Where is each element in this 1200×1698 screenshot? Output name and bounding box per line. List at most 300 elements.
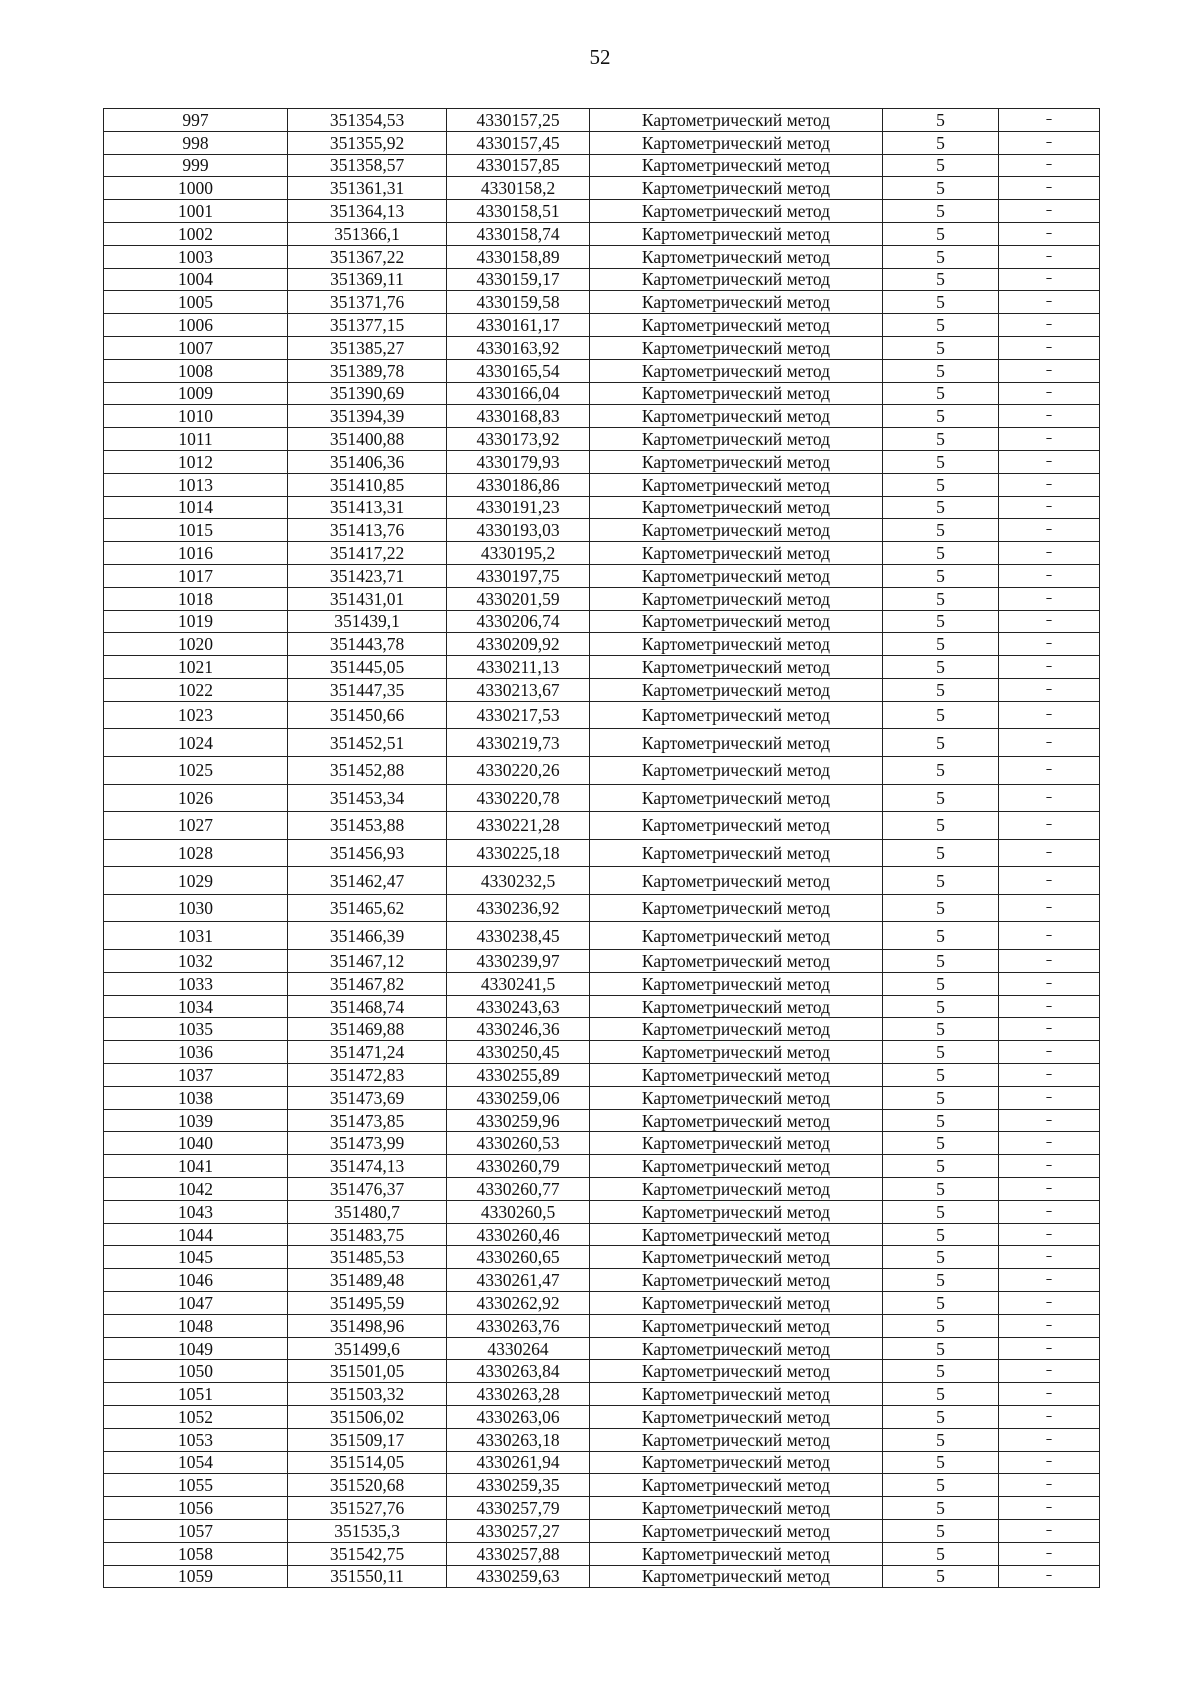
note-cell: –: [999, 428, 1100, 451]
y-coordinate-cell: 4330262,92: [447, 1292, 590, 1315]
method-cell: Картометрический метод: [590, 1497, 883, 1520]
y-coordinate-cell: 4330241,5: [447, 972, 590, 995]
point-number-cell: 997: [104, 109, 288, 132]
method-cell: Картометрический метод: [590, 1337, 883, 1360]
accuracy-cell: 5: [883, 1269, 999, 1292]
method-cell: Картометрический метод: [590, 1383, 883, 1406]
accuracy-cell: 5: [883, 1086, 999, 1109]
point-number-cell: 1058: [104, 1542, 288, 1565]
table-row: [104, 405, 1100, 428]
point-number-cell: 1011: [104, 428, 288, 451]
table-row: [104, 1337, 1100, 1360]
accuracy-cell: 5: [883, 1155, 999, 1178]
x-coordinate-cell: 351439,1: [288, 610, 447, 633]
method-cell: Картометрический метод: [590, 473, 883, 496]
x-coordinate-cell: 351503,32: [288, 1383, 447, 1406]
y-coordinate-cell: 4330165,54: [447, 359, 590, 382]
note-cell: –: [999, 701, 1100, 729]
point-number-cell: 1044: [104, 1223, 288, 1246]
note-cell: –: [999, 1497, 1100, 1520]
x-coordinate-cell: 351447,35: [288, 678, 447, 701]
accuracy-cell: 5: [883, 1246, 999, 1269]
point-number-cell: 1046: [104, 1269, 288, 1292]
x-coordinate-cell: 351473,99: [288, 1132, 447, 1155]
y-coordinate-cell: 4330159,58: [447, 291, 590, 314]
y-coordinate-cell: 4330263,76: [447, 1314, 590, 1337]
note-cell: –: [999, 756, 1100, 784]
note-cell: –: [999, 109, 1100, 132]
accuracy-cell: 5: [883, 656, 999, 679]
method-cell: Картометрический метод: [590, 268, 883, 291]
method-cell: Картометрический метод: [590, 972, 883, 995]
x-coordinate-cell: 351453,34: [288, 784, 447, 812]
accuracy-cell: 5: [883, 587, 999, 610]
x-coordinate-cell: 351431,01: [288, 587, 447, 610]
x-coordinate-cell: 351471,24: [288, 1041, 447, 1064]
note-cell: –: [999, 268, 1100, 291]
table-row: [104, 177, 1100, 200]
method-cell: Картометрический метод: [590, 245, 883, 268]
x-coordinate-cell: 351413,76: [288, 519, 447, 542]
method-cell: Картометрический метод: [590, 519, 883, 542]
x-coordinate-cell: 351462,47: [288, 867, 447, 895]
accuracy-cell: 5: [883, 291, 999, 314]
point-number-cell: 1049: [104, 1337, 288, 1360]
point-number-cell: 1057: [104, 1519, 288, 1542]
y-coordinate-cell: 4330263,28: [447, 1383, 590, 1406]
method-cell: Картометрический метод: [590, 995, 883, 1018]
accuracy-cell: 5: [883, 678, 999, 701]
x-coordinate-cell: 351480,7: [288, 1200, 447, 1223]
x-coordinate-cell: 351453,88: [288, 812, 447, 840]
note-cell: –: [999, 995, 1100, 1018]
note-cell: –: [999, 1519, 1100, 1542]
accuracy-cell: 5: [883, 200, 999, 223]
accuracy-cell: 5: [883, 1314, 999, 1337]
accuracy-cell: 5: [883, 382, 999, 405]
table-row: [104, 995, 1100, 1018]
table-row: [104, 867, 1100, 895]
note-cell: –: [999, 1018, 1100, 1041]
note-cell: –: [999, 131, 1100, 154]
point-number-cell: 1023: [104, 701, 288, 729]
method-cell: Картометрический метод: [590, 109, 883, 132]
accuracy-cell: 5: [883, 1178, 999, 1201]
accuracy-cell: 5: [883, 1383, 999, 1406]
x-coordinate-cell: 351394,39: [288, 405, 447, 428]
accuracy-cell: 5: [883, 995, 999, 1018]
accuracy-cell: 5: [883, 268, 999, 291]
x-coordinate-cell: 351413,31: [288, 496, 447, 519]
point-number-cell: 1008: [104, 359, 288, 382]
x-coordinate-cell: 351443,78: [288, 633, 447, 656]
note-cell: –: [999, 922, 1100, 950]
accuracy-cell: 5: [883, 633, 999, 656]
table-row: [104, 314, 1100, 337]
table-row: [104, 1565, 1100, 1588]
point-number-cell: 998: [104, 131, 288, 154]
note-cell: –: [999, 867, 1100, 895]
note-cell: –: [999, 291, 1100, 314]
y-coordinate-cell: 4330173,92: [447, 428, 590, 451]
note-cell: –: [999, 656, 1100, 679]
note-cell: –: [999, 950, 1100, 973]
note-cell: –: [999, 784, 1100, 812]
x-coordinate-cell: 351466,39: [288, 922, 447, 950]
accuracy-cell: 5: [883, 1337, 999, 1360]
table-row: [104, 1155, 1100, 1178]
y-coordinate-cell: 4330195,2: [447, 542, 590, 565]
x-coordinate-cell: 351390,69: [288, 382, 447, 405]
note-cell: –: [999, 405, 1100, 428]
y-coordinate-cell: 4330257,27: [447, 1519, 590, 1542]
accuracy-cell: 5: [883, 564, 999, 587]
accuracy-cell: 5: [883, 1428, 999, 1451]
y-coordinate-cell: 4330260,65: [447, 1246, 590, 1269]
x-coordinate-cell: 351445,05: [288, 656, 447, 679]
point-number-cell: 1009: [104, 382, 288, 405]
point-number-cell: 1003: [104, 245, 288, 268]
table-row: [104, 678, 1100, 701]
note-cell: –: [999, 1314, 1100, 1337]
table-row: [104, 336, 1100, 359]
method-cell: Картометрический метод: [590, 336, 883, 359]
point-number-cell: 1018: [104, 587, 288, 610]
point-number-cell: 1033: [104, 972, 288, 995]
method-cell: Картометрический метод: [590, 450, 883, 473]
table-row: [104, 291, 1100, 314]
y-coordinate-cell: 4330259,35: [447, 1474, 590, 1497]
point-number-cell: 1034: [104, 995, 288, 1018]
note-cell: –: [999, 473, 1100, 496]
x-coordinate-cell: 351423,71: [288, 564, 447, 587]
method-cell: Картометрический метод: [590, 1109, 883, 1132]
y-coordinate-cell: 4330209,92: [447, 633, 590, 656]
point-number-cell: 1002: [104, 222, 288, 245]
x-coordinate-cell: 351371,76: [288, 291, 447, 314]
x-coordinate-cell: 351467,82: [288, 972, 447, 995]
table-row: [104, 1474, 1100, 1497]
coordinates-table-body: [104, 109, 1100, 1588]
y-coordinate-cell: 4330261,47: [447, 1269, 590, 1292]
table-row: [104, 245, 1100, 268]
point-number-cell: 1042: [104, 1178, 288, 1201]
table-row: [104, 428, 1100, 451]
method-cell: Картометрический метод: [590, 291, 883, 314]
accuracy-cell: 5: [883, 1292, 999, 1315]
table-row: [104, 1178, 1100, 1201]
y-coordinate-cell: 4330260,46: [447, 1223, 590, 1246]
point-number-cell: 1043: [104, 1200, 288, 1223]
point-number-cell: 1013: [104, 473, 288, 496]
accuracy-cell: 5: [883, 1041, 999, 1064]
method-cell: Картометрический метод: [590, 1428, 883, 1451]
x-coordinate-cell: 351499,6: [288, 1337, 447, 1360]
y-coordinate-cell: 4330260,77: [447, 1178, 590, 1201]
y-coordinate-cell: 4330158,2: [447, 177, 590, 200]
table-row: [104, 1223, 1100, 1246]
x-coordinate-cell: 351406,36: [288, 450, 447, 473]
accuracy-cell: 5: [883, 542, 999, 565]
note-cell: –: [999, 245, 1100, 268]
x-coordinate-cell: 351389,78: [288, 359, 447, 382]
point-number-cell: 1047: [104, 1292, 288, 1315]
accuracy-cell: 5: [883, 950, 999, 973]
point-number-cell: 1022: [104, 678, 288, 701]
x-coordinate-cell: 351468,74: [288, 995, 447, 1018]
table-row: [104, 587, 1100, 610]
x-coordinate-cell: 351377,15: [288, 314, 447, 337]
note-cell: –: [999, 1383, 1100, 1406]
x-coordinate-cell: 351450,66: [288, 701, 447, 729]
note-cell: –: [999, 729, 1100, 757]
point-number-cell: 1021: [104, 656, 288, 679]
x-coordinate-cell: 351520,68: [288, 1474, 447, 1497]
y-coordinate-cell: 4330157,25: [447, 109, 590, 132]
table-row: [104, 701, 1100, 729]
table-row: [104, 656, 1100, 679]
table-row: [104, 972, 1100, 995]
accuracy-cell: 5: [883, 336, 999, 359]
accuracy-cell: 5: [883, 839, 999, 867]
y-coordinate-cell: 4330225,18: [447, 839, 590, 867]
note-cell: –: [999, 450, 1100, 473]
y-coordinate-cell: 4330232,5: [447, 867, 590, 895]
table-row: [104, 1292, 1100, 1315]
accuracy-cell: 5: [883, 867, 999, 895]
point-number-cell: 1000: [104, 177, 288, 200]
x-coordinate-cell: 351354,53: [288, 109, 447, 132]
method-cell: Картометрический метод: [590, 154, 883, 177]
point-number-cell: 1004: [104, 268, 288, 291]
y-coordinate-cell: 4330159,17: [447, 268, 590, 291]
y-coordinate-cell: 4330257,88: [447, 1542, 590, 1565]
note-cell: –: [999, 222, 1100, 245]
table-row: [104, 1314, 1100, 1337]
table-row: [104, 1018, 1100, 1041]
table-row: [104, 131, 1100, 154]
method-cell: Картометрический метод: [590, 922, 883, 950]
table-row: [104, 1269, 1100, 1292]
y-coordinate-cell: 4330197,75: [447, 564, 590, 587]
y-coordinate-cell: 4330161,17: [447, 314, 590, 337]
accuracy-cell: 5: [883, 314, 999, 337]
x-coordinate-cell: 351473,69: [288, 1086, 447, 1109]
method-cell: Картометрический метод: [590, 812, 883, 840]
accuracy-cell: 5: [883, 177, 999, 200]
y-coordinate-cell: 4330264: [447, 1337, 590, 1360]
y-coordinate-cell: 4330260,79: [447, 1155, 590, 1178]
y-coordinate-cell: 4330168,83: [447, 405, 590, 428]
x-coordinate-cell: 351469,88: [288, 1018, 447, 1041]
table-row: [104, 496, 1100, 519]
y-coordinate-cell: 4330250,45: [447, 1041, 590, 1064]
table-row: [104, 950, 1100, 973]
x-coordinate-cell: 351535,3: [288, 1519, 447, 1542]
note-cell: –: [999, 1292, 1100, 1315]
method-cell: Картометрический метод: [590, 1565, 883, 1588]
note-cell: –: [999, 610, 1100, 633]
note-cell: –: [999, 200, 1100, 223]
y-coordinate-cell: 4330263,84: [447, 1360, 590, 1383]
method-cell: Картометрический метод: [590, 1178, 883, 1201]
point-number-cell: 1010: [104, 405, 288, 428]
y-coordinate-cell: 4330220,78: [447, 784, 590, 812]
method-cell: Картометрический метод: [590, 1451, 883, 1474]
accuracy-cell: 5: [883, 496, 999, 519]
note-cell: –: [999, 1337, 1100, 1360]
note-cell: –: [999, 154, 1100, 177]
y-coordinate-cell: 4330261,94: [447, 1451, 590, 1474]
accuracy-cell: 5: [883, 701, 999, 729]
accuracy-cell: 5: [883, 473, 999, 496]
point-number-cell: 1035: [104, 1018, 288, 1041]
y-coordinate-cell: 4330157,85: [447, 154, 590, 177]
accuracy-cell: 5: [883, 784, 999, 812]
table-row: [104, 922, 1100, 950]
x-coordinate-cell: 351366,1: [288, 222, 447, 245]
x-coordinate-cell: 351498,96: [288, 1314, 447, 1337]
note-cell: –: [999, 1565, 1100, 1588]
method-cell: Картометрический метод: [590, 1542, 883, 1565]
note-cell: –: [999, 894, 1100, 922]
x-coordinate-cell: 351550,11: [288, 1565, 447, 1588]
y-coordinate-cell: 4330236,92: [447, 894, 590, 922]
y-coordinate-cell: 4330238,45: [447, 922, 590, 950]
point-number-cell: 1052: [104, 1406, 288, 1429]
table-row: [104, 1064, 1100, 1087]
point-number-cell: 1036: [104, 1041, 288, 1064]
accuracy-cell: 5: [883, 729, 999, 757]
y-coordinate-cell: 4330157,45: [447, 131, 590, 154]
y-coordinate-cell: 4330243,63: [447, 995, 590, 1018]
note-cell: –: [999, 359, 1100, 382]
point-number-cell: 1017: [104, 564, 288, 587]
x-coordinate-cell: 351514,05: [288, 1451, 447, 1474]
note-cell: –: [999, 519, 1100, 542]
y-coordinate-cell: 4330239,97: [447, 950, 590, 973]
table-row: [104, 894, 1100, 922]
method-cell: Картометрический метод: [590, 587, 883, 610]
method-cell: Картометрический метод: [590, 1519, 883, 1542]
accuracy-cell: 5: [883, 109, 999, 132]
x-coordinate-cell: 351361,31: [288, 177, 447, 200]
table-row: [104, 1451, 1100, 1474]
method-cell: Картометрический метод: [590, 701, 883, 729]
note-cell: –: [999, 1406, 1100, 1429]
note-cell: –: [999, 972, 1100, 995]
accuracy-cell: 5: [883, 1018, 999, 1041]
accuracy-cell: 5: [883, 1064, 999, 1087]
method-cell: Картометрический метод: [590, 496, 883, 519]
method-cell: Картометрический метод: [590, 382, 883, 405]
accuracy-cell: 5: [883, 1451, 999, 1474]
point-number-cell: 1032: [104, 950, 288, 973]
y-coordinate-cell: 4330217,53: [447, 701, 590, 729]
table-row: [104, 1360, 1100, 1383]
table-row: [104, 839, 1100, 867]
method-cell: Картометрический метод: [590, 1041, 883, 1064]
method-cell: Картометрический метод: [590, 1200, 883, 1223]
table-row: [104, 1246, 1100, 1269]
y-coordinate-cell: 4330263,18: [447, 1428, 590, 1451]
table-row: [104, 473, 1100, 496]
point-number-cell: 1020: [104, 633, 288, 656]
x-coordinate-cell: 351467,12: [288, 950, 447, 973]
method-cell: Картометрический метод: [590, 177, 883, 200]
point-number-cell: 1039: [104, 1109, 288, 1132]
y-coordinate-cell: 4330260,53: [447, 1132, 590, 1155]
table-row: [104, 756, 1100, 784]
note-cell: –: [999, 1155, 1100, 1178]
table-row: [104, 1200, 1100, 1223]
point-number-cell: 1040: [104, 1132, 288, 1155]
point-number-cell: 1012: [104, 450, 288, 473]
method-cell: Картометрический метод: [590, 564, 883, 587]
method-cell: Картометрический метод: [590, 950, 883, 973]
method-cell: Картометрический метод: [590, 1018, 883, 1041]
point-number-cell: 1005: [104, 291, 288, 314]
x-coordinate-cell: 351385,27: [288, 336, 447, 359]
x-coordinate-cell: 351358,57: [288, 154, 447, 177]
point-number-cell: 1024: [104, 729, 288, 757]
note-cell: –: [999, 542, 1100, 565]
y-coordinate-cell: 4330220,26: [447, 756, 590, 784]
table-row: [104, 359, 1100, 382]
x-coordinate-cell: 351542,75: [288, 1542, 447, 1565]
note-cell: –: [999, 1360, 1100, 1383]
x-coordinate-cell: 351485,53: [288, 1246, 447, 1269]
point-number-cell: 1031: [104, 922, 288, 950]
point-number-cell: 1019: [104, 610, 288, 633]
table-row: [104, 1109, 1100, 1132]
accuracy-cell: 5: [883, 359, 999, 382]
note-cell: –: [999, 1178, 1100, 1201]
x-coordinate-cell: 351506,02: [288, 1406, 447, 1429]
point-number-cell: 1056: [104, 1497, 288, 1520]
method-cell: Картометрический метод: [590, 756, 883, 784]
x-coordinate-cell: 351367,22: [288, 245, 447, 268]
x-coordinate-cell: 351501,05: [288, 1360, 447, 1383]
x-coordinate-cell: 351355,92: [288, 131, 447, 154]
table-row: [104, 1383, 1100, 1406]
y-coordinate-cell: 4330186,86: [447, 473, 590, 496]
y-coordinate-cell: 4330211,13: [447, 656, 590, 679]
x-coordinate-cell: 351452,88: [288, 756, 447, 784]
x-coordinate-cell: 351483,75: [288, 1223, 447, 1246]
table-row: [104, 382, 1100, 405]
x-coordinate-cell: 351476,37: [288, 1178, 447, 1201]
x-coordinate-cell: 351417,22: [288, 542, 447, 565]
point-number-cell: 1048: [104, 1314, 288, 1337]
note-cell: –: [999, 1474, 1100, 1497]
accuracy-cell: 5: [883, 1406, 999, 1429]
note-cell: –: [999, 1269, 1100, 1292]
table-row: [104, 633, 1100, 656]
x-coordinate-cell: 351509,17: [288, 1428, 447, 1451]
method-cell: Картометрический метод: [590, 1246, 883, 1269]
y-coordinate-cell: 4330193,03: [447, 519, 590, 542]
table-row: [104, 1542, 1100, 1565]
y-coordinate-cell: 4330166,04: [447, 382, 590, 405]
y-coordinate-cell: 4330158,51: [447, 200, 590, 223]
table-row: [104, 1041, 1100, 1064]
accuracy-cell: 5: [883, 1565, 999, 1588]
note-cell: –: [999, 177, 1100, 200]
method-cell: Картометрический метод: [590, 610, 883, 633]
point-number-cell: 1054: [104, 1451, 288, 1474]
method-cell: Картометрический метод: [590, 1132, 883, 1155]
